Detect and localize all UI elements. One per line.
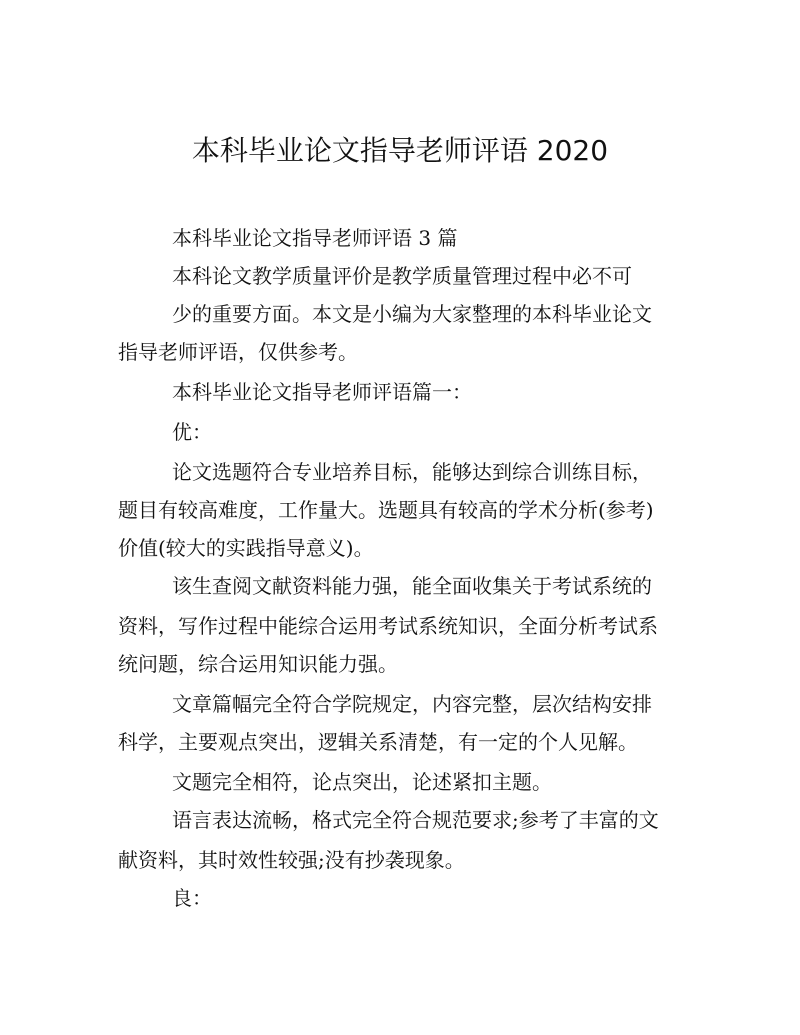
text-line: 文题完全相符，论点突出，论述紧扣主题。 [172, 770, 552, 794]
document-title: 本科毕业论文指导老师评语 2020 [191, 134, 609, 167]
text-line: 本科毕业论文指导老师评语 3 篇 [172, 226, 458, 250]
text-line: 科学，主要观点突出，逻辑关系清楚，有一定的个人见解。 [118, 730, 638, 754]
text-line: 良： [172, 886, 212, 910]
text-line: 资料，写作过程中能综合运用考试系统知识，全面分析考试系 [118, 614, 658, 638]
text-line: 本科论文教学质量评价是教学质量管理过程中必不可 [172, 264, 632, 288]
text-line: 献资料，其时效性较强;没有抄袭现象。 [118, 848, 465, 872]
text-line: 少的重要方面。本文是小编为大家整理的本科毕业论文 [172, 302, 652, 326]
text-line: 该生查阅文献资料能力强，能全面收集关于考试系统的 [172, 574, 652, 598]
text-line: 本科毕业论文指导老师评语篇一： [172, 380, 472, 404]
text-line: 优： [172, 420, 212, 444]
text-line: 题目有较高难度，工作量大。选题具有较高的学术分析(参考) [118, 498, 654, 522]
text-line: 价值(较大的实践指导意义)。 [118, 536, 374, 560]
text-line: 论文选题符合专业培养目标，能够达到综合训练目标， [172, 460, 652, 484]
text-line: 指导老师评语，仅供参考。 [118, 340, 358, 364]
text-line: 统问题，综合运用知识能力强。 [118, 652, 398, 676]
text-line: 语言表达流畅，格式完全符合规范要求;参考了丰富的文 [172, 808, 659, 832]
text-line: 文章篇幅完全符合学院规定，内容完整，层次结构安排 [172, 692, 652, 716]
